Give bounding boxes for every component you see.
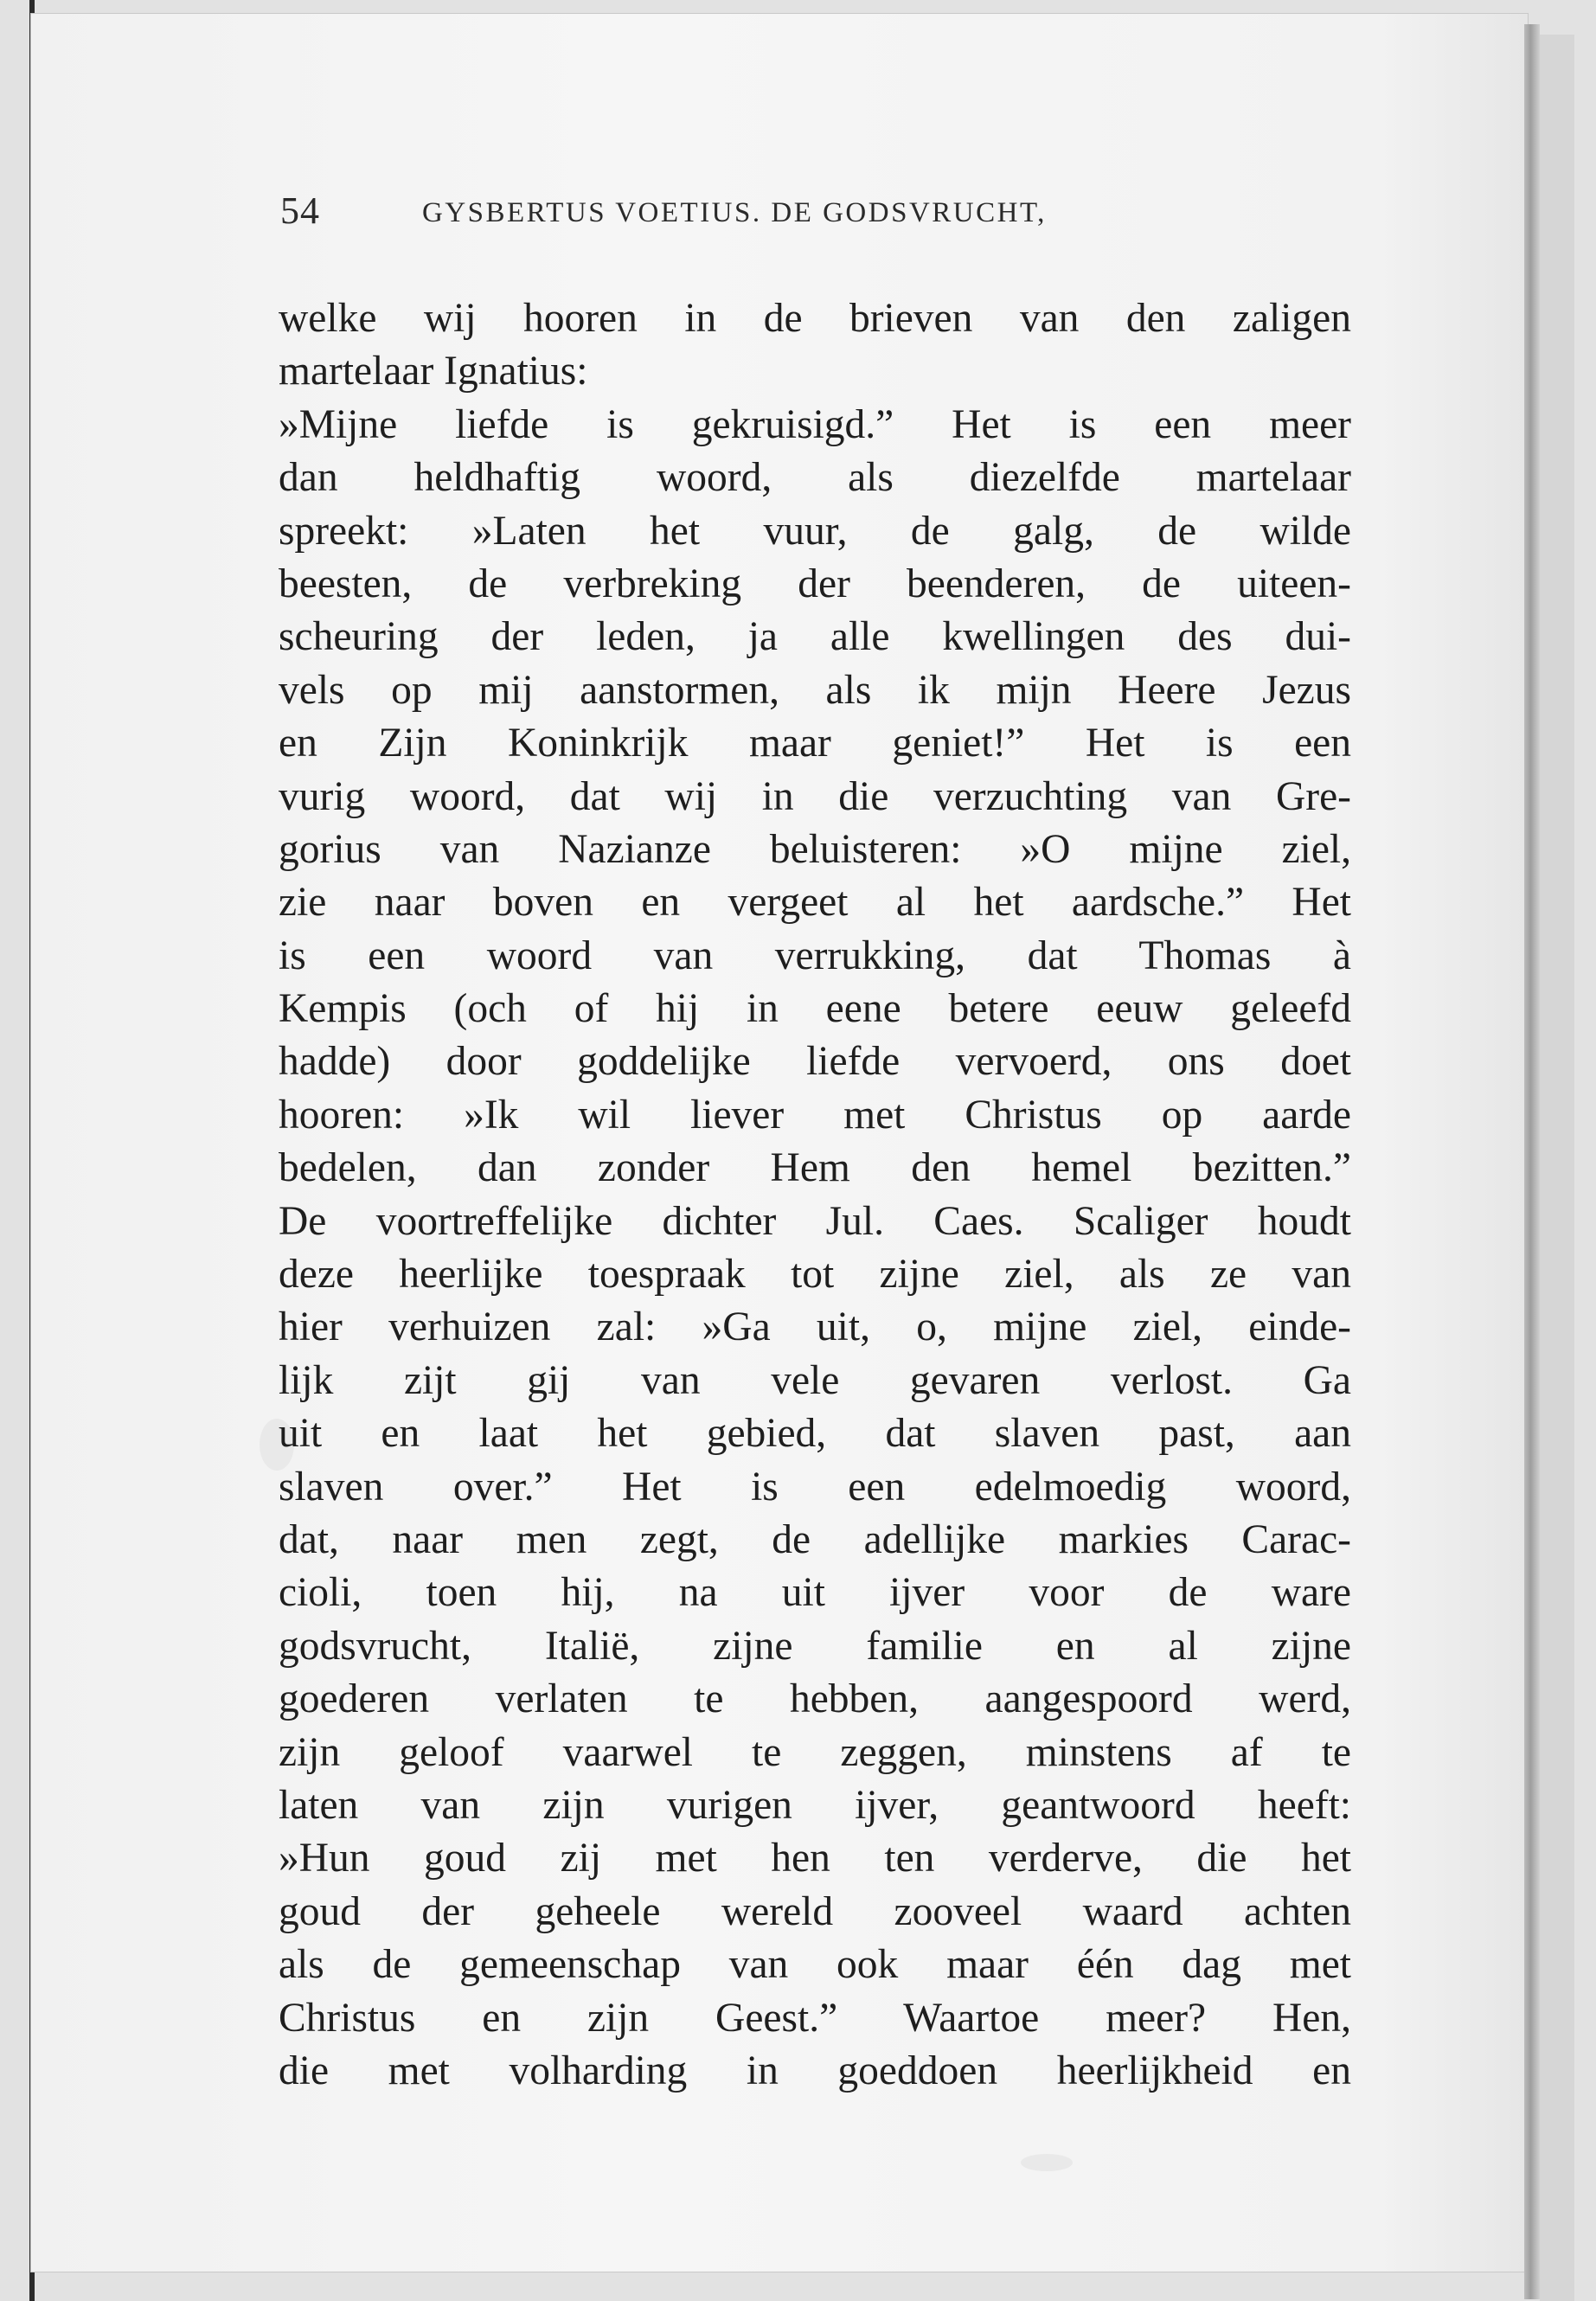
text-line: als de gemeenschap van ook maar één dag met: [279, 1942, 1351, 1988]
text-line: hier verhuizen zal: »Ga uit, o, mijne ziel, einde-: [279, 1304, 1351, 1350]
text-line: die met volharding in goeddoen heerlijkheid en: [279, 2048, 1351, 2093]
text-line: welke wij hooren in de brieven van den zaligen: [279, 296, 1351, 341]
text-line: gorius van Nazianze beluisteren: »O mijne ziel,: [279, 826, 1351, 872]
text-line: hooren: »Ik wil liever met Christus op aarde: [279, 1092, 1351, 1138]
text-line: lijk zijt gij van vele gevaren verlost. Ga: [279, 1357, 1351, 1403]
text-line: Christus en zijn Geest.” Waartoe meer? Hen,: [279, 1995, 1351, 2041]
running-header: [280, 189, 1353, 240]
text-line: Kempis (och of hij in eene betere eeuw geleefd: [279, 986, 1351, 1032]
text-line: »Mijne liefde is gekruisigd.” Het is een meer: [279, 401, 1351, 447]
page-number: 54: [280, 189, 320, 232]
text-line: zijn geloof vaarwel te zeggen, minstens af te: [279, 1729, 1351, 1775]
text-line: slaven over.” Het is een edelmoedig woord,: [279, 1464, 1351, 1509]
text-line: cioli, toen hij, na uit ijver voor de ware: [279, 1570, 1351, 1616]
text-line: De voortreffelijke dichter Jul. Caes. Scaliger houdt: [279, 1198, 1351, 1244]
text-line: godsvrucht, Italië, zijne familie en al zijne: [279, 1623, 1351, 1669]
page-edge-gutter: [1540, 35, 1574, 2301]
text-line: beesten, de verbreking der beenderen, de uiteen-: [279, 561, 1351, 606]
text-line: is een woord van verrukking, dat Thomas à: [279, 933, 1351, 978]
running-title: GYSBERTUS VOETIUS. DE GODSVRUCHT,: [422, 197, 1047, 228]
text-line: martelaar Ignatius:: [279, 349, 588, 394]
page-edge-shadow: [1524, 24, 1540, 2299]
text-line: deze heerlijke toespraak tot zijne ziel, als ze van: [279, 1252, 1351, 1298]
body-text: [279, 292, 1351, 2098]
text-line: goederen verlaten te hebben, aangespoord werd,: [279, 1676, 1351, 1722]
text-line: vels op mij aanstormen, als ik mijn Heere Jezus: [279, 667, 1351, 713]
text-line: laten van zijn vurigen ijver, geantwoord heeft:: [279, 1782, 1351, 1828]
text-line: dan heldhaftig woord, als diezelfde martelaar: [279, 455, 1351, 501]
text-line: scheuring der leden, ja alle kwellingen des dui-: [279, 614, 1351, 660]
text-line: goud der geheele wereld zooveel waard achten: [279, 1888, 1351, 1934]
text-line: bedelen, dan zonder Hem den hemel bezitten.”: [279, 1145, 1351, 1191]
text-line: dat, naar men zegt, de adellijke markies Carac-: [279, 1516, 1351, 1562]
paper-stain: [1021, 2154, 1073, 2171]
text-line: hadde) door goddelijke liefde vervoerd, ons doet: [279, 1039, 1351, 1085]
text-line: »Hun goud zij met hen ten verderve, die het: [279, 1836, 1351, 1881]
text-line: en Zijn Koninkrijk maar geniet!” Het is een: [279, 721, 1351, 766]
text-line: spreekt: »Laten het vuur, de galg, de wilde: [279, 508, 1351, 554]
text-line: vurig woord, dat wij in die verzuchting van Gre-: [279, 773, 1351, 819]
text-line: uit en laat het gebied, dat slaven past, aan: [279, 1411, 1351, 1457]
text-line: zie naar boven en vergeet al het aardsche.” Het: [279, 880, 1351, 926]
